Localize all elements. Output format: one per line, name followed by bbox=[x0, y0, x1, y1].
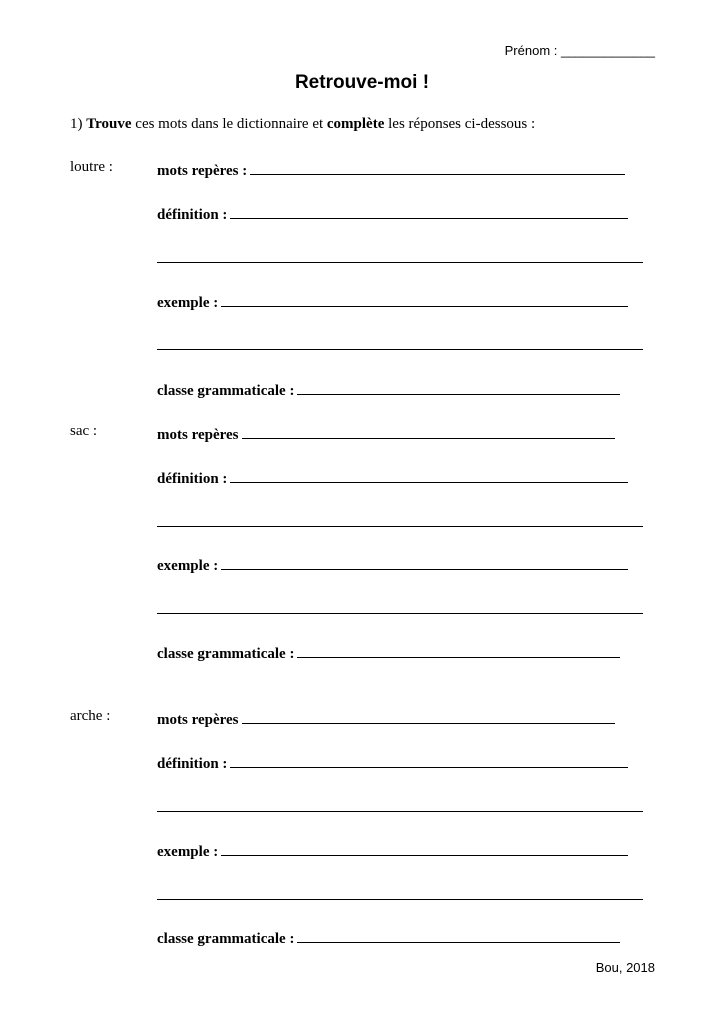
classe-label: classe grammaticale : bbox=[157, 383, 295, 399]
exemple-row bbox=[157, 554, 628, 574]
mots-reperes-row bbox=[157, 159, 625, 179]
instruction-text bbox=[70, 116, 535, 133]
entry-word-loutre: loutre : bbox=[70, 159, 113, 175]
page-title: Retrouve-moi ! bbox=[294, 72, 430, 93]
instruction-number: 1) bbox=[70, 116, 83, 132]
definition-label: définition : bbox=[157, 471, 228, 487]
exemple-label: exemple : bbox=[157, 295, 219, 311]
mots-reperes-blank[interactable] bbox=[242, 708, 615, 724]
mots-reperes-label: mots repères bbox=[157, 712, 239, 728]
instruction-verb-complete: complète bbox=[326, 116, 385, 132]
definition-continuation-line[interactable] bbox=[157, 261, 643, 263]
classe-label: classe grammaticale : bbox=[157, 931, 295, 947]
mots-reperes-row bbox=[157, 423, 615, 443]
definition-blank[interactable] bbox=[230, 467, 628, 483]
classe-row bbox=[157, 379, 620, 399]
classe-blank[interactable] bbox=[297, 379, 620, 395]
classe-blank[interactable] bbox=[297, 642, 620, 658]
definition-row bbox=[157, 752, 628, 772]
definition-blank[interactable] bbox=[230, 203, 628, 219]
mots-reperes-blank[interactable] bbox=[250, 159, 625, 175]
instruction-end: les réponses ci-dessous : bbox=[384, 116, 536, 132]
exemple-continuation-line[interactable] bbox=[157, 348, 643, 350]
exemple-blank[interactable] bbox=[221, 291, 628, 307]
entry-word-sac: sac : bbox=[70, 423, 98, 439]
exemple-label: exemple : bbox=[157, 558, 219, 574]
definition-label: définition : bbox=[157, 756, 228, 772]
exemple-row bbox=[157, 840, 628, 860]
exemple-blank[interactable] bbox=[221, 554, 628, 570]
definition-continuation-line[interactable] bbox=[157, 810, 643, 812]
definition-row bbox=[157, 203, 628, 223]
exemple-continuation-line[interactable] bbox=[157, 898, 643, 900]
instruction-verb-trouve: Trouve bbox=[86, 116, 132, 132]
exemple-row bbox=[157, 291, 628, 311]
classe-label: classe grammaticale : bbox=[157, 646, 295, 662]
mots-reperes-label: mots repères bbox=[157, 427, 239, 443]
footer-credit: Bou, 2018 bbox=[595, 960, 655, 975]
exemple-continuation-line[interactable] bbox=[157, 612, 643, 614]
entry-word-arche: arche : bbox=[70, 708, 111, 724]
instruction-middle: ces mots dans le dictionnaire et bbox=[131, 116, 327, 132]
exemple-label: exemple : bbox=[157, 844, 219, 860]
definition-label: définition : bbox=[157, 207, 228, 223]
classe-blank[interactable] bbox=[297, 927, 620, 943]
mots-reperes-label: mots repères : bbox=[157, 163, 248, 179]
classe-row bbox=[157, 927, 620, 947]
classe-row bbox=[157, 642, 620, 662]
mots-reperes-blank[interactable] bbox=[242, 423, 615, 439]
definition-blank[interactable] bbox=[230, 752, 628, 768]
exemple-blank[interactable] bbox=[221, 840, 628, 856]
mots-reperes-row bbox=[157, 708, 615, 728]
definition-continuation-line[interactable] bbox=[157, 525, 643, 527]
prenom-field-label: Prénom : _____________ bbox=[504, 43, 655, 58]
definition-row bbox=[157, 467, 628, 487]
